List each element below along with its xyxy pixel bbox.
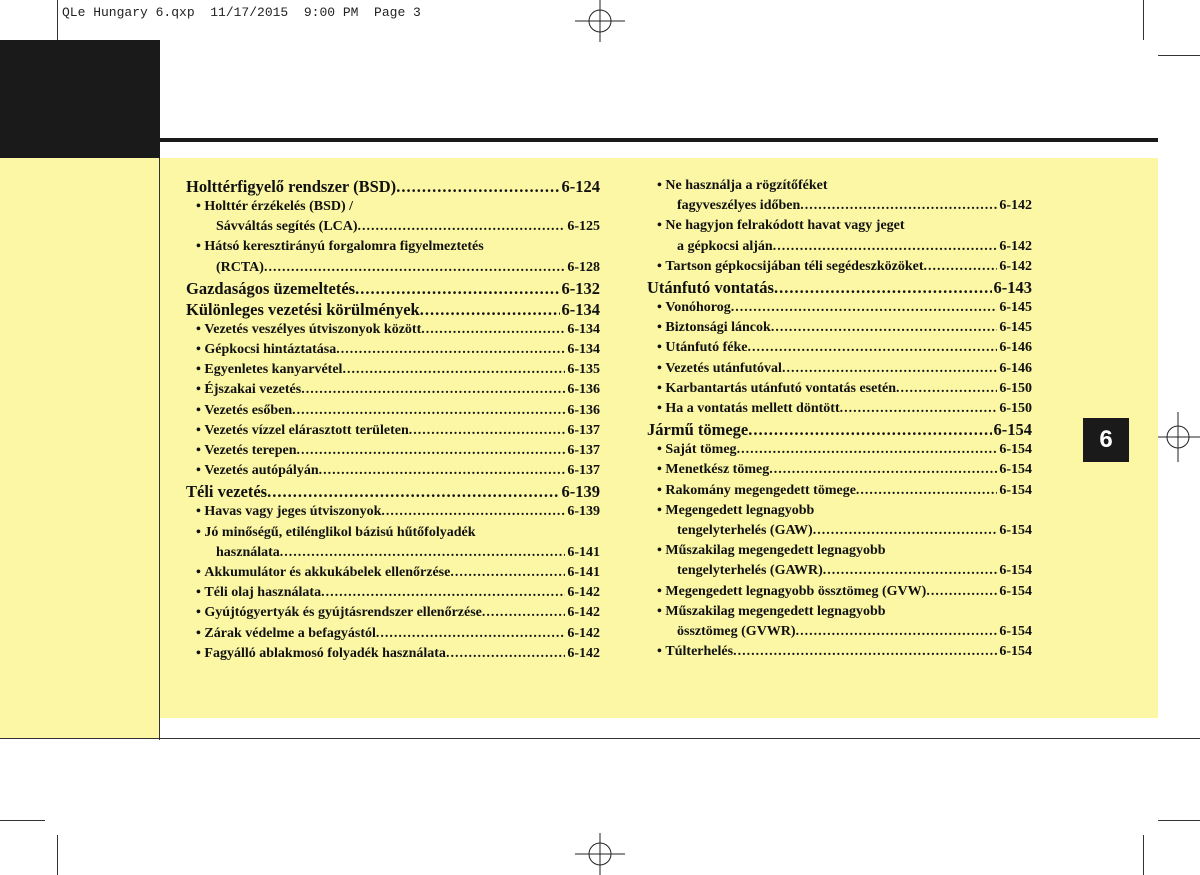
toc-left-column — [186, 176, 600, 664]
toc-page-number: 6-154 — [999, 563, 1032, 579]
toc-subentry-continuation[interactable] — [647, 521, 1032, 541]
toc-subentry[interactable] — [647, 318, 1032, 338]
toc-entry-label: • Gépkocsi hintáztatása — [196, 340, 336, 360]
toc-subentry[interactable] — [647, 359, 1032, 379]
dot-leader — [733, 642, 997, 662]
toc-entry-label: (RCTA) — [216, 259, 264, 275]
toc-subentry[interactable] — [186, 563, 600, 583]
toc-entry-label: • Zárak védelme a befagyástól — [196, 624, 376, 644]
crop-mark — [57, 835, 58, 875]
toc-entry-label: fagyveszélyes időben — [677, 198, 801, 214]
toc-subentry[interactable] — [647, 541, 1032, 561]
dot-leader — [355, 278, 559, 299]
dot-leader — [856, 481, 997, 501]
toc-page-number: 6-124 — [561, 177, 600, 196]
margin-divider — [159, 158, 160, 740]
toc-page-number: 6-139 — [567, 504, 600, 520]
crop-mark — [57, 0, 58, 40]
toc-entry-label: • Egyenletes kanyarvétel — [196, 360, 342, 380]
toc-entry-label: • Éjszakai vezetés — [196, 380, 301, 400]
toc-subentry[interactable] — [647, 481, 1032, 501]
toc-subentry[interactable] — [647, 257, 1032, 277]
toc-entry-label: • Jó minőségű, etilénglikol bázisú hűtőfolyadék — [196, 523, 476, 543]
toc-entry-label: • Vezetés terepen — [196, 441, 297, 461]
toc-entry-label: • Akkumulátor és akkukábelek ellenőrzése — [196, 563, 450, 583]
dot-leader — [420, 299, 560, 320]
toc-page-number: 6-137 — [567, 443, 600, 459]
toc-page-number: 6-154 — [999, 462, 1032, 478]
toc-entry-label: • Vezetés utánfutóval — [657, 359, 782, 379]
toc-entry-label: Különleges vezetési körülmények — [186, 299, 420, 319]
header-black-block — [0, 40, 160, 158]
toc-subentry-continuation[interactable] — [186, 217, 600, 237]
toc-subentry[interactable] — [186, 380, 600, 400]
crop-mark — [1158, 55, 1200, 56]
toc-subentry[interactable] — [647, 379, 1032, 399]
toc-page-number: 6-141 — [567, 565, 600, 581]
toc-subentry-continuation[interactable] — [186, 543, 600, 563]
toc-heading[interactable] — [186, 299, 600, 320]
toc-subentry[interactable] — [647, 338, 1032, 358]
toc-entry-label: • Ne használja a rögzítőféket — [657, 176, 828, 196]
toc-entry-label: • Havas vagy jeges útviszonyok — [196, 502, 381, 522]
toc-heading[interactable] — [647, 419, 1032, 440]
dot-leader — [796, 622, 998, 642]
toc-subentry[interactable] — [647, 460, 1032, 480]
dot-leader — [297, 441, 566, 461]
toc-entry-label: • Vonóhorog — [657, 298, 731, 318]
toc-subentry[interactable] — [186, 644, 600, 664]
dot-leader — [321, 583, 565, 603]
dot-leader — [823, 561, 998, 581]
toc-subentry[interactable] — [186, 624, 600, 644]
toc-entry-label: Jármű tömege — [647, 420, 749, 440]
toc-subentry[interactable] — [647, 602, 1032, 622]
toc-page-number: 6-146 — [999, 360, 1032, 376]
dot-leader — [421, 320, 565, 340]
dot-leader — [280, 543, 566, 563]
toc-subentry[interactable] — [647, 440, 1032, 460]
toc-page-number: 6-145 — [999, 320, 1032, 336]
toc-entry-label: • Menetkész tömeg — [657, 460, 769, 480]
toc-page-number: 6-154 — [999, 442, 1032, 458]
toc-entry-label: • Vezetés vízzel elárasztott területen — [196, 421, 409, 441]
toc-page-number: 6-145 — [999, 300, 1032, 316]
toc-page-number: 6-128 — [567, 259, 600, 275]
dot-leader — [896, 379, 997, 399]
toc-page-number: 6-142 — [567, 625, 600, 641]
toc-entry-label: • Holttér érzékelés (BSD) / — [196, 197, 353, 217]
toc-page-number: 6-142 — [567, 585, 600, 601]
toc-page-number: 6-136 — [567, 382, 600, 398]
toc-entry-label: • Vezetés autópályán — [196, 461, 319, 481]
toc-page-number: 6-154 — [993, 420, 1032, 440]
toc-page-number: 6-142 — [999, 238, 1032, 254]
dot-leader — [771, 318, 998, 338]
registration-mark-bottom — [575, 833, 625, 875]
dot-leader — [747, 338, 997, 358]
toc-entry-label: • Karbantartás utánfutó vontatás esetén — [657, 379, 896, 399]
toc-subentry-continuation[interactable] — [647, 196, 1032, 216]
toc-subentry[interactable] — [186, 523, 600, 543]
toc-page-number: 6-154 — [999, 523, 1032, 539]
dot-leader — [396, 176, 559, 197]
toc-page-number: 6-132 — [561, 278, 600, 298]
dot-leader — [840, 399, 998, 419]
header-rule — [160, 138, 1158, 142]
toc-subentry[interactable] — [186, 502, 600, 522]
crop-mark — [1143, 0, 1144, 40]
toc-entry-label: használata — [216, 544, 280, 560]
toc-entry-label: • Műszakilag megengedett legnagyobb — [657, 602, 886, 622]
toc-subentry[interactable] — [647, 298, 1032, 318]
dot-leader — [482, 603, 565, 623]
toc-entry-label: • Ne hagyjon felrakódott havat vagy jeget — [657, 216, 905, 236]
dot-leader — [924, 257, 998, 277]
toc-page-number: 6-136 — [567, 402, 600, 418]
dot-leader — [342, 360, 565, 380]
dot-leader — [782, 359, 997, 379]
toc-subentry[interactable] — [647, 216, 1032, 236]
toc-subentry[interactable] — [186, 441, 600, 461]
dot-leader — [264, 258, 565, 278]
toc-entry-label: • Hátsó keresztirányú forgalomra figyelmeztetés — [196, 237, 484, 257]
toc-page-number: 6-150 — [999, 380, 1032, 396]
toc-subentry[interactable] — [647, 176, 1032, 196]
toc-page-number: 6-142 — [567, 645, 600, 661]
toc-subentry[interactable] — [186, 237, 600, 257]
toc-entry-label: • Rakomány megengedett tömege — [657, 481, 856, 501]
dot-leader — [336, 340, 565, 360]
toc-page-number: 6-141 — [567, 544, 600, 560]
toc-entry-label: a gépkocsi alján — [677, 238, 773, 254]
toc-subentry[interactable] — [186, 603, 600, 623]
toc-subentry[interactable] — [647, 501, 1032, 521]
print-slug: QLe Hungary 6.qxp 11/17/2015 9:00 PM Page 3 — [62, 5, 421, 20]
toc-page-number: 6-135 — [567, 362, 600, 378]
dot-leader — [748, 419, 991, 440]
dot-leader — [381, 502, 565, 522]
toc-entry-label: • Ha a vontatás mellett döntött — [657, 399, 840, 419]
toc-entry-label: • Fagyálló ablakmosó folyadék használata — [196, 644, 446, 664]
footer-rule — [0, 738, 1200, 739]
toc-heading[interactable] — [186, 278, 600, 299]
toc-entry-label: Utánfutó vontatás — [647, 278, 774, 298]
toc-entry-label: Sávváltás segítés (LCA) — [216, 219, 358, 235]
toc-subentry[interactable] — [186, 360, 600, 380]
dot-leader — [450, 563, 565, 583]
toc-entry-label: tengelyterhelés (GAW) — [677, 523, 813, 539]
toc-subentry[interactable] — [186, 340, 600, 360]
registration-mark-right — [1156, 412, 1200, 462]
dot-leader — [376, 624, 565, 644]
toc-subentry-continuation[interactable] — [647, 237, 1032, 257]
dot-leader — [358, 217, 566, 237]
toc-entry-label: • Saját tömeg — [657, 440, 737, 460]
toc-subentry[interactable] — [647, 642, 1032, 662]
dot-leader — [446, 644, 565, 664]
toc-entry-label: össztömeg (GVWR) — [677, 624, 796, 640]
toc-entry-label: • Utánfutó féke — [657, 338, 747, 358]
toc-page-number: 6-142 — [999, 258, 1032, 274]
toc-page-number: 6-154 — [999, 644, 1032, 660]
toc-subentry-continuation[interactable] — [186, 258, 600, 278]
toc-heading[interactable] — [647, 277, 1032, 298]
toc-page-number: 6-150 — [999, 401, 1032, 417]
toc-page-number: 6-142 — [567, 605, 600, 621]
toc-entry-label: Téli vezetés — [186, 482, 268, 502]
toc-subentry-continuation[interactable] — [647, 561, 1032, 581]
dot-leader — [773, 237, 998, 257]
toc-page-number: 6-146 — [999, 340, 1032, 356]
toc-entry-label: • Biztonsági láncok — [657, 318, 771, 338]
toc-subentry[interactable] — [186, 583, 600, 603]
dot-leader — [769, 460, 997, 480]
crop-mark — [1143, 835, 1144, 875]
toc-subentry[interactable] — [186, 461, 600, 481]
toc-page-number: 6-125 — [567, 219, 600, 235]
toc-entry-label: • Tartson gépkocsijában téli segédeszközöket — [657, 257, 924, 277]
toc-subentry[interactable] — [647, 582, 1032, 602]
toc-page-number: 6-137 — [567, 422, 600, 438]
toc-page-number: 6-142 — [999, 198, 1032, 214]
toc-heading[interactable] — [186, 481, 600, 502]
toc-subentry[interactable] — [647, 399, 1032, 419]
toc-entry-label: • Vezetés veszélyes útviszonyok között — [196, 320, 421, 340]
toc-entry-label: • Megengedett legnagyobb össztömeg (GVW) — [657, 582, 926, 602]
dot-leader — [813, 521, 998, 541]
toc-subentry-continuation[interactable] — [647, 622, 1032, 642]
dot-leader — [774, 277, 992, 298]
toc-entry-label: Holttérfigyelő rendszer (BSD) — [186, 177, 397, 196]
dot-leader — [409, 421, 566, 441]
toc-entry-label: • Túlterhelés — [657, 642, 733, 662]
crop-mark — [1158, 820, 1200, 821]
chapter-tab: 6 — [1083, 418, 1129, 462]
toc-page-number: 6-134 — [567, 342, 600, 358]
registration-mark-top — [575, 0, 625, 42]
crop-mark — [0, 820, 45, 821]
toc-page-number: 6-134 — [561, 299, 600, 319]
toc-entry-label: • Téli olaj használata — [196, 583, 321, 603]
toc-entry-label: tengelyterhelés (GAWR) — [677, 563, 823, 579]
toc-right-column — [647, 176, 1032, 662]
toc-page-number: 6-154 — [999, 583, 1032, 599]
dot-leader — [267, 481, 559, 502]
dot-leader — [319, 461, 566, 481]
dot-leader — [301, 380, 565, 400]
dot-leader — [926, 582, 997, 602]
toc-page-number: 6-134 — [567, 321, 600, 337]
left-margin-band — [0, 158, 159, 738]
toc-page-number: 6-154 — [999, 624, 1032, 640]
toc-subentry[interactable] — [186, 401, 600, 421]
dot-leader — [800, 196, 997, 216]
toc-subentry[interactable] — [186, 320, 600, 340]
toc-entry-label: • Vezetés esőben — [196, 401, 292, 421]
toc-subentry[interactable] — [186, 421, 600, 441]
toc-entry-label: • Gyújtógyertyák és gyújtásrendszer ellenőrzése — [196, 603, 482, 623]
toc-page-number: 6-143 — [993, 278, 1032, 298]
dot-leader — [731, 298, 998, 318]
toc-page-number: 6-139 — [561, 482, 600, 502]
toc-page-number: 6-137 — [567, 463, 600, 479]
toc-page-number: 6-154 — [999, 482, 1032, 498]
toc-subentry[interactable] — [186, 197, 600, 217]
toc-entry-label: • Műszakilag megengedett legnagyobb — [657, 541, 886, 561]
toc-entry-label: Gazdaságos üzemeltetés — [186, 278, 356, 298]
toc-entry-label: • Megengedett legnagyobb — [657, 501, 814, 521]
dot-leader — [292, 401, 565, 421]
toc-heading[interactable] — [186, 176, 600, 197]
dot-leader — [737, 440, 998, 460]
